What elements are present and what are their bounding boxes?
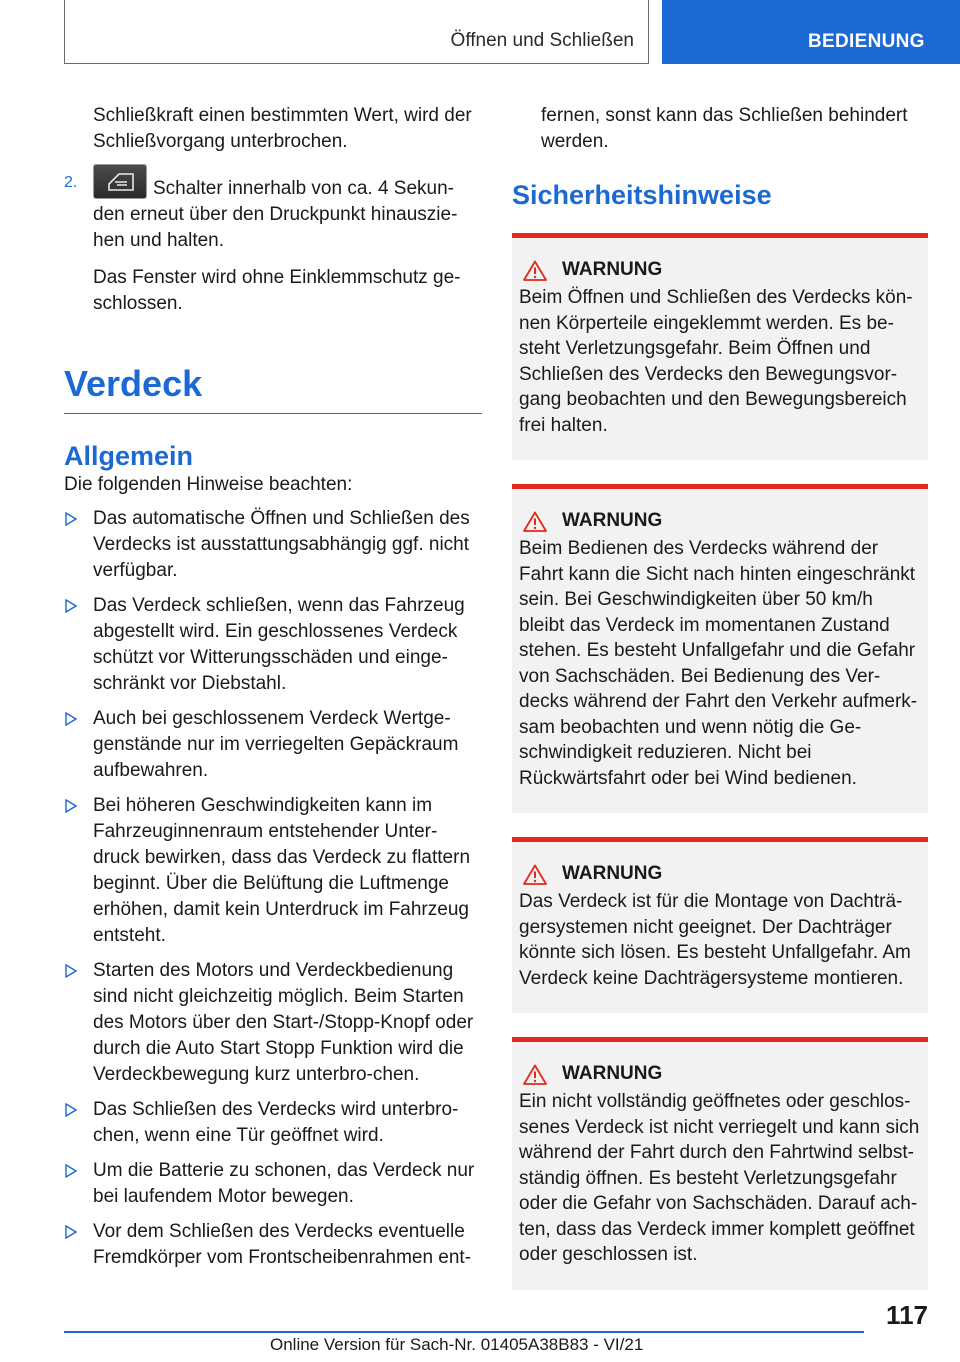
header-chapter-title: BEDIENUNG [808, 31, 925, 52]
header-section-tab [64, 0, 649, 64]
step-2 [64, 174, 482, 317]
footer-version-text: Online Version für Sach-Nr. 01405A38B83 - VI/21 [270, 1335, 644, 1354]
triangle-bullet-icon [65, 1164, 77, 1178]
list-item [64, 1158, 482, 1210]
warning-text: Beim Bedienen des Verdecks während der Fahrt kann die Sicht nach hinten eingeschränkt sein. Bei Geschwindigkeiten über 50 km/h bleibt das Verdeck im momentanen Zustand stehen. Es besteht Unfallgefahr und die Gefahr von Sachschäden. Bei Bedienung des Ver-decks während der Fahrt den Verkehr aufmerk-sam beobachten und wenn nötig die Ge-schwindigkeit reduzieren. Nicht bei Rückwärtsfahrt oder bei Wind bedienen. [519, 538, 918, 789]
list-item [64, 593, 482, 697]
list-item-text: Das Verdeck schließen, wenn das Fahrzeug abgestellt wird. Ein geschlossenes Verdeck schützt vor Witterungsschäden und einge-schränkt vor Diebstahl. [93, 595, 465, 694]
warning-title-text: WARNUNG [562, 510, 663, 531]
heading-verdeck: Verdeck [64, 363, 482, 414]
triangle-bullet-icon [65, 1103, 77, 1117]
triangle-bullet-icon [65, 1225, 77, 1239]
list-item [64, 706, 482, 784]
list-item [64, 1219, 482, 1271]
step-number: 2. [64, 174, 78, 191]
warning-box [512, 233, 928, 460]
heading-sicherheitshinweise: Sicherheitshinweise [512, 180, 772, 210]
warning-box [512, 1037, 928, 1290]
warning-title-text: WARNUNG [562, 863, 663, 884]
warning-title [519, 508, 920, 534]
warning-box [512, 484, 928, 813]
left-column [64, 103, 482, 1280]
warning-text: Das Verdeck ist für die Montage von Dachträ-gersystemen nicht geeignet. Der Dachträger könnte sich lösen. Es besteht Unfallgefahr. Am Verdeck keine Dachträgersysteme montieren. [519, 891, 911, 989]
list-item-text: Bei höheren Geschwindigkeiten kann im Fahrzeuginnenraum entstehender Unter-druck bewirken, dass das Verdeck zu flattern beginnt. Über die Belüftung die Luftmenge erhöhen, damit kein Unterdruck im Fahrzeug entsteht. [93, 795, 471, 946]
step-2-text: Schalter innerhalb von ca. 4 Sekun-den erneut über den Druckpunkt hinauszie-hen und halten. [93, 178, 458, 251]
list-item-text: Vor dem Schließen des Verdecks eventuelle Fremdkörper vom Frontscheibenrahmen ent- [93, 1221, 472, 1268]
list-item-text: Starten des Motors und Verdeckbedienung sind nicht gleichzeitig möglich. Beim Starten des Motors über den Start-/Stopp-Knopf oder durch die Auto Start Stopp Funktion wird die Verdeckbewegung kurz unterbro-chen. [93, 960, 474, 1085]
step-2-sub: Das Fenster wird ohne Einklemmschutz ge-schlossen. [93, 267, 461, 314]
header-section-title: Öffnen und Schließen [450, 30, 634, 51]
warning-title [519, 257, 920, 283]
window-switch-icon [93, 164, 147, 199]
header-chapter-tab [662, 0, 960, 64]
list-item-text: Um die Batterie zu schonen, das Verdeck nur bei laufendem Motor bewegen. [93, 1160, 475, 1207]
list-item-text: Das automatische Öffnen und Schließen des Verdecks ist ausstattungsabhängig ggf. nicht verfügbar. [93, 508, 470, 581]
step-text [93, 174, 482, 254]
right-column [512, 103, 928, 1290]
warning-triangle-icon [523, 511, 547, 532]
list-item [64, 506, 482, 584]
warning-title [519, 1061, 920, 1087]
triangle-bullet-icon [65, 799, 77, 813]
list-item-text: Das Schließen des Verdecks wird unterbro-chen, wenn eine Tür geöffnet wird. [93, 1099, 459, 1146]
warning-box [512, 837, 928, 1013]
list-item [64, 793, 482, 949]
warning-text: Beim Öffnen und Schließen des Verdecks kön-nen Körperteile eingeklemmt werden. Es be-steht Verletzungsgefahr. Beim Öffnen und Schließen des Verdecks den Bewegungsvor-gang beobachten und den Bewegungsbereich frei halten. [519, 287, 913, 436]
hint-list [64, 506, 482, 1271]
triangle-bullet-icon [65, 964, 77, 978]
warning-triangle-icon [523, 260, 547, 281]
list-item [64, 958, 482, 1088]
triangle-bullet-icon [65, 512, 77, 526]
warning-text: Ein nicht vollständig geöffnetes oder geschlos-senes Verdeck ist nicht verriegelt und kann sich während der Fahrt durch den Fahrtwind selbst-ständig öffnen. Es besteht Verletzungsgefahr oder die Gefahr von Sachschäden. Darauf ach-ten, dass das Verdeck immer komplett geöffnet oder geschlossen ist. [519, 1091, 920, 1265]
warning-triangle-icon [523, 864, 547, 885]
warning-title-text: WARNUNG [562, 259, 663, 280]
warning-title-text: WARNUNG [562, 1063, 663, 1084]
warning-title [519, 861, 920, 887]
list-item-text: Auch bei geschlossenem Verdeck Wertge-genstände nur im verriegelten Gepäckraum aufbewahren. [93, 708, 459, 781]
triangle-bullet-icon [65, 599, 77, 613]
continued-text: Schließkraft einen bestimmten Wert, wird der Schließvorgang unterbrochen. [93, 105, 472, 152]
heading-allgemein: Allgemein [64, 441, 194, 471]
intro-text: Die folgenden Hinweise beachten: [64, 474, 353, 495]
footer-divider [64, 1331, 864, 1333]
continued-text-right: fernen, sonst kann das Schließen behindert werden. [541, 105, 908, 152]
warning-triangle-icon [523, 1064, 547, 1085]
triangle-bullet-icon [65, 712, 77, 726]
list-item [64, 1097, 482, 1149]
page-number: 117 [886, 1300, 928, 1330]
